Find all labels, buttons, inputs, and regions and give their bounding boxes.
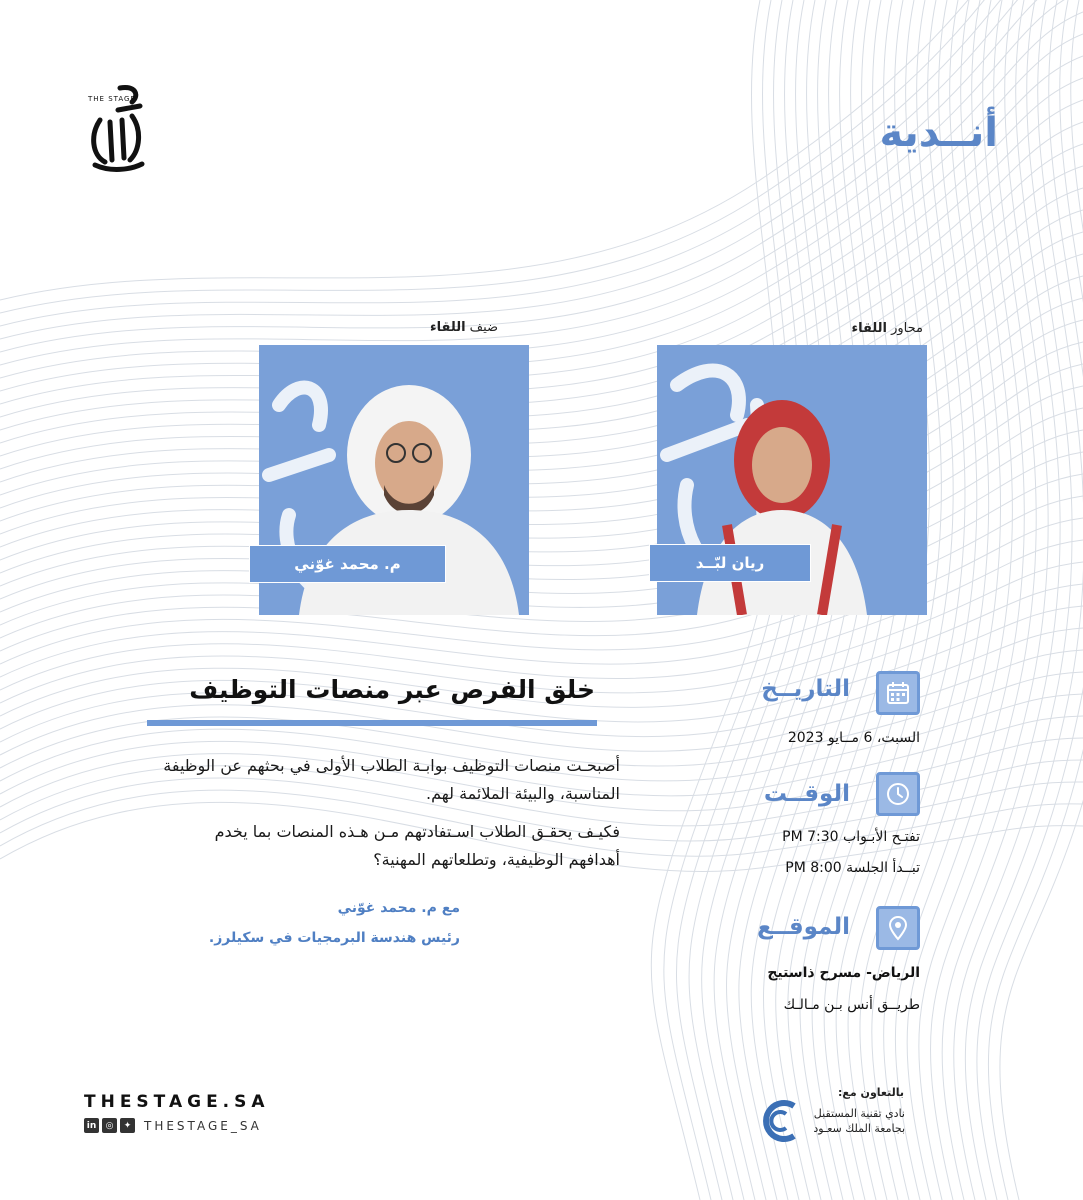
- wave-line: [1000, 0, 1083, 1200]
- title-underline: [147, 720, 597, 726]
- logo-wordmark: THE STAGE: [88, 95, 136, 103]
- moderator-name-tag: ريان لبّــد: [649, 544, 811, 582]
- guest-name-tag: م. محمد غوّني: [249, 545, 446, 583]
- wave-line: [931, 0, 1049, 1200]
- partner-club-name: [790, 1106, 905, 1136]
- collaboration-heading: بالتعاون مع:: [838, 1086, 904, 1099]
- twitter-icon[interactable]: ✦: [120, 1118, 135, 1133]
- guest-heading: [430, 320, 498, 335]
- clock-icon: [876, 772, 920, 816]
- time-label: الوقــت: [763, 781, 850, 807]
- moderator-role-bold: اللقاء: [851, 321, 887, 336]
- wave-line: [942, 0, 1060, 1200]
- wave-line: [0, 0, 1083, 313]
- partner-club-logo: [756, 1098, 802, 1144]
- clubs-title: أنــدية: [879, 110, 998, 156]
- moderator-role-prefix: محاور: [891, 321, 923, 336]
- website-link[interactable]: THESTAGE.SA: [84, 1092, 270, 1112]
- date-value: السبت، 6 مــايو 2023: [787, 730, 920, 746]
- talk-paragraph-2: فكيـف يحقـق الطلاب اسـتفادتهم مـن هـذه المنصات بما يخدم أهدافهم الوظيفية، وتطلعاتهم المهنية؟: [214, 822, 620, 869]
- wave-line: [0, 34, 1083, 391]
- moderator-heading: [851, 321, 923, 336]
- calendar-icon: [876, 671, 920, 715]
- guest-role-bold: اللقاء: [430, 320, 466, 335]
- partner-club-line-1: نادي تقنية المستقبل: [813, 1107, 905, 1120]
- session-start-time: تبــدأ الجلسة PM 8:00: [785, 860, 920, 876]
- location-city: الرياض- مسرح ذاستيج: [767, 965, 920, 981]
- location-pin-icon: [876, 906, 920, 950]
- speaker-role-line: رئيس هندسة البرمجيات في سكيلرز.: [208, 930, 460, 946]
- instagram-icon[interactable]: ◎: [102, 1118, 117, 1133]
- social-links: [84, 1118, 262, 1133]
- guest-role-prefix: ضيف: [469, 320, 499, 335]
- doors-open-time: تفتـح الأبـواب PM 7:30: [782, 829, 920, 845]
- date-label: التاريــخ: [761, 676, 850, 702]
- talk-paragraph-1: أصبحـت منصات التوظيف بوابـة الطلاب الأولى في بحثهم عن الوظيفة المناسبة، والبيئة الملائمة لهم.: [163, 756, 620, 803]
- partner-club-line-2: بجامعة الملك سعـود: [813, 1122, 905, 1135]
- linkedin-icon[interactable]: in: [84, 1118, 99, 1133]
- wave-line: [977, 0, 1083, 1200]
- social-handle: THESTAGE_SA: [144, 1118, 262, 1133]
- location-road: طريــق أنس بـن مـالـك: [783, 997, 920, 1013]
- talk-title: خلق الفرص عبر منصات التوظيف: [189, 675, 595, 704]
- location-label: الموقــع: [757, 914, 850, 940]
- speaker-with-line: مع م. محمد غوّني: [337, 900, 460, 916]
- wave-line: [0, 0, 1083, 352]
